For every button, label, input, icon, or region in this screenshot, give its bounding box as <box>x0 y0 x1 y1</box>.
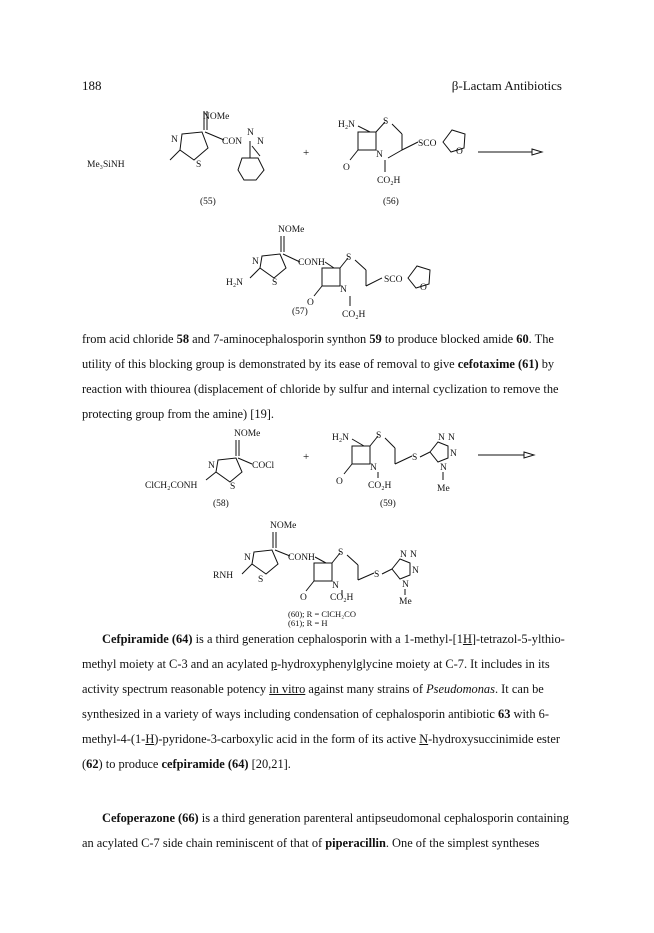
c59-tz-n3: N <box>450 449 457 459</box>
c55-label: (55) <box>200 197 216 207</box>
c60-s3: S <box>374 570 380 580</box>
c55-co: CON <box>222 137 243 147</box>
c60-conh: CONH <box>288 553 315 563</box>
c60-o: O <box>300 593 307 603</box>
c61-label: (61); R = H <box>288 618 328 628</box>
c58-cocl: COCl <box>252 461 275 471</box>
c59-s: S <box>376 431 382 441</box>
c56-n: N <box>376 150 383 160</box>
c59-n: N <box>370 463 377 473</box>
c59-h2n: H₂N <box>332 433 350 443</box>
c60-rnh: RNH <box>213 571 234 581</box>
c56-co2h: CO₂H <box>377 176 401 186</box>
c59-s2: S <box>412 453 418 463</box>
structure-58 <box>145 429 275 509</box>
c55-na: N <box>247 128 254 138</box>
c58-sub: ClCH₂CONH <box>145 481 198 491</box>
c60-co2h: CO₂H <box>330 593 354 603</box>
paragraph-3: Cefoperazone (66) is a third generation parenteral antipseudomonal cephalosporin containing an acylated C-7 side chain reminiscent of that of piperacillin. One of the simplest syntheses <box>82 811 569 850</box>
c58-n: N <box>208 461 215 471</box>
reaction-scheme-1 <box>0 100 654 325</box>
c55-s: S <box>196 160 202 170</box>
c57-fur-o: O <box>420 283 427 293</box>
c59-tz-n1: N <box>438 433 445 443</box>
c55-nb: N <box>257 137 264 147</box>
c60-n2: N <box>332 581 339 591</box>
structure-55 <box>87 111 264 207</box>
running-title: β-Lactam Antibiotics <box>451 78 562 93</box>
c59-tz-n2: N <box>448 433 455 443</box>
c57-sco: SCO <box>384 275 403 285</box>
c58-s: S <box>230 482 236 492</box>
c60-tz-n4: N <box>402 580 409 590</box>
c58-label: (58) <box>213 499 229 509</box>
c60-tz-n2: N <box>410 550 417 560</box>
c60-s: S <box>258 575 264 585</box>
c55-nome: NOMe <box>203 112 230 122</box>
c59-label: (59) <box>380 499 396 509</box>
c57-h2n: H₂N <box>226 278 244 288</box>
paragraph-2: Cefpiramide (64) is a third generation cephalosporin with a 1-methyl-[1H]-tetrazol-5-ylthio-methyl moiety at C-3 and an acylated p-hydroxyphenylglycine moiety at C-7. It includes in its activity spectrum reasonable potency in vitro against many strains of Pseudomonas. It can be synthesized in a variety of ways including condensation of cephalosporin antibiotic 63 with 6-methyl-4-(1-H)-pyridone-3-carboxylic acid in the form of its active N-hydroxysuccinimide ester (62) to produce cefpiramide (64) [20,21]. <box>82 632 565 771</box>
c57-nome: NOMe <box>278 225 305 235</box>
plus-sign-2: + <box>303 451 310 463</box>
c60-n: N <box>244 553 251 563</box>
c56-sco: SCO <box>418 139 437 149</box>
c57-o: O <box>307 298 314 308</box>
c57-n: N <box>252 257 259 267</box>
c60-tz-n3: N <box>412 566 419 576</box>
paragraph-1: from acid chloride 58 and 7-aminocephalosporin synthon 59 to produce blocked amide 60. The utility of this blocking group is demonstrated by its ease of removal to give cefotaxime (61) by reaction with thiourea (displacement of chloride by sulfur and internal cyclization to remove the protecting group from the amine) [19]. <box>82 332 559 421</box>
c56-o: O <box>343 163 350 173</box>
c57-conh: CONH <box>298 258 325 268</box>
c58-nome: NOMe <box>234 429 261 439</box>
structure-56 <box>338 117 465 207</box>
page-number: 188 <box>82 78 102 93</box>
c55-n: N <box>171 135 178 145</box>
c59-me: Me <box>437 484 450 494</box>
c55-sub: Me₃SiNH <box>87 160 125 170</box>
c57-label: (57) <box>292 307 308 317</box>
c60-me: Me <box>399 597 412 607</box>
c60-label: (60); R = ClCH₂CO <box>288 609 356 619</box>
reaction-scheme-2 <box>0 425 654 630</box>
c57-co2h: CO₂H <box>342 310 366 320</box>
structure-59 <box>332 431 457 509</box>
plus-sign-1: + <box>303 147 310 159</box>
c59-co2h: CO₂H <box>368 481 392 491</box>
c57-n2: N <box>340 285 347 295</box>
c60-s2: S <box>338 548 344 558</box>
c56-s: S <box>383 117 389 127</box>
c60-nome: NOMe <box>270 521 297 531</box>
c56-h2n: H₂N <box>338 120 356 130</box>
structure-60-61 <box>213 521 419 628</box>
c56-fur-o: O <box>456 147 463 157</box>
structure-57 <box>226 225 430 320</box>
c60-tz-n1: N <box>400 550 407 560</box>
c57-s: S <box>272 278 278 288</box>
c59-tz-n4: N <box>440 463 447 473</box>
c56-label: (56) <box>383 197 399 207</box>
c57-s2: S <box>346 253 352 263</box>
c59-o: O <box>336 477 343 487</box>
